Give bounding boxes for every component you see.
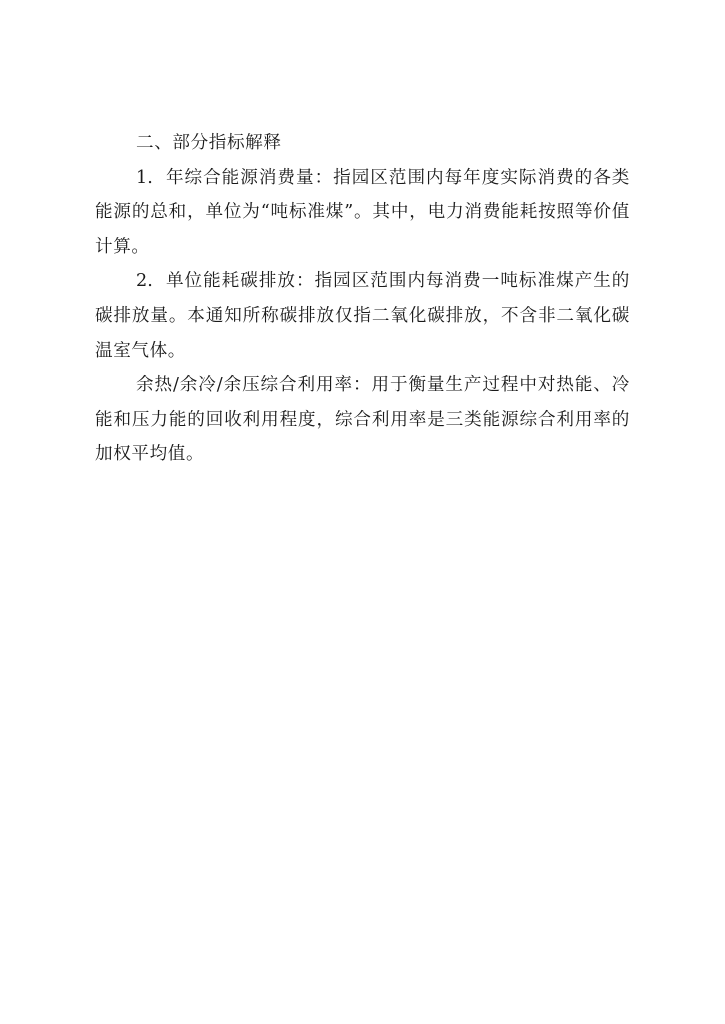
- list-item-text: 单位能耗碳排放：指园区范围内每消费一吨标准煤产生的碳排放量。本通知所称碳排放仅指二氧化碳排放，不含非二氧化碳温室气体。: [95, 271, 630, 361]
- list-item-number: 2.: [136, 271, 153, 292]
- list-item-number: 1.: [136, 167, 153, 188]
- section-heading: 二、部分指标解释: [136, 133, 282, 153]
- closing-paragraph: 余热/余冷/余压综合利用率：用于衡量生产过程中对热能、冷能和压力能的回收利用程度，综合利用率是三类能源综合利用率的加权平均值。: [95, 375, 630, 465]
- list-item-2: [95, 264, 630, 368]
- list-item-text: 年综合能源消费量：指园区范围内每年度实际消费的各类能源的总和，单位为“吨标准煤”。其中，电力消费能耗按照等价值计算。: [95, 167, 630, 257]
- list-item-1: [95, 161, 630, 265]
- document-body: [95, 126, 630, 472]
